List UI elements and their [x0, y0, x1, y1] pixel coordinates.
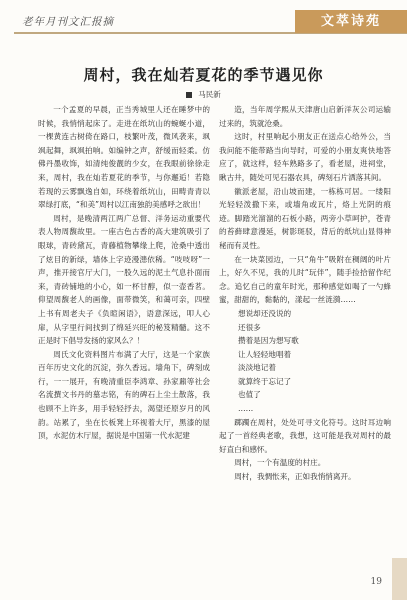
poem-line: 也值了 [238, 390, 261, 400]
paragraph: 踯躅在周村，处处可寻文化符号。这时耳边响起了一首经典老歌，我想，这可能是我对周村的最好直白和感怀。 [219, 417, 391, 454]
paragraph: 周村，我惆怅来，正如我悄悄离开。 [234, 472, 356, 482]
paragraph: 周村，是晚清两江两广总督、洋务运动重要代表人物周馥故里。一座古色古香的高大建筑吸引了眼球，青砖黛瓦，青藤植物攀缘上爬，沧桑中透出了炫目的新绿，墙体上字迹漫漶依稀。“吱吱呀”一声，推开接官厅大门，一股久远的泥土气息扑面而来，青砖铺地的小心，如一杯甘醇，似一壶香茗。仰望周馥老人的画像，面带微笑，和蔼可亲，四壁上书有周老夫子《负暄闲语》，语意深远，叩人心扉，从字里行间找到了绵延兴旺的秘笈精髓。这不正是时下倡导发扬的家风么？！ [38, 213, 210, 346]
paragraph: 在一块菜园边，一只“角牛”吸附在稠阔的叶片上，好久不见，我的儿时“玩伴”，随手捡拾留作纪念。追忆自己的童年时光，那种感觉如喝了一勺蜂蜜，甜甜的，黏黏的，漾起一丝涟漪…… [219, 254, 391, 305]
magazine-title: 老年月刊文汇报摘 [22, 16, 114, 28]
poem-line: 攒着是因为想写歌 [238, 336, 299, 346]
author-bullet-icon [186, 92, 192, 98]
paragraph: 周氏文化资料图片布满了大厅，这是一个家族百年历史文化的沉淀，弥久香远。墙角下，碑刻成行，一一展开，有晚清重臣李鸿章、孙家鼐等社会名流撰文书丹的墓志铭，有的碑石上尘土散落，我也顾不上许多，用手轻轻抒去，渴望还原岁月的风韵。站累了，坐在长板凳上环视着大厅，黑漆的屋顶，水泥仿木厅屋，据说是中国第一代水泥建 [38, 349, 210, 441]
paragraph: 周村，一个有温度的村庄。 [234, 458, 326, 468]
article-title: 周村，我在灿若夏花的季节遇见你 [83, 66, 324, 84]
paragraph: 造，当年周学熙从天津唐山启新洋灰公司运输过来的，筑就沧桑。 [219, 105, 391, 128]
corner-decoration [392, 558, 407, 600]
poem-line: …… [238, 404, 254, 414]
page-number: 19 [370, 577, 382, 587]
paragraph: 一个孟夏的早晨，正当秀城里人还在睡梦中的时候，我悄悄起床了。走进在纸坑山的蜿蜒小道，一棵黄连古树倚在路口，枝繁叶茂，微风袭来，飒飒起舞，飒飒拍响。如编钟之声，舒缓而轻柔。仿佛丹墨收饰，如清纯俊靓的少女，在我眼前徐徐走来，周村，我在灿若夏花的季节，与你邂逅！若隐若现的云雾飘逸自如，环绕着纸坑山，田畴青青以翠绿打底，“和美”周村以江南独韵美感呼之欲出！ [38, 105, 210, 210]
paragraph: 这时，村里响起小朋友正在送点心给外公，当我问能不能带路当向导时，可爱的小朋友爽快地答应了，就这样，轻车熟路多了，看老屋，进祠堂，瞅古井，随处可见石器农具，碑刻石片洒落其间。 [219, 132, 391, 182]
poem-line: 让人轻轻地唱着 [238, 349, 292, 359]
poem-line: 还很多 [238, 322, 261, 332]
poem-line: 想说却还没说的 [238, 308, 292, 318]
paragraph: 徽派老屋，沿山坡而建，一栋栋可居。一缕阳光轻轻泼撒下来，或墙角或瓦片，烙上光阴的痕迹。脚踏光溜溜的石板小路，两旁小草呵护，苍青的苔藓肆意漫延，树影斑驳，背后的纸坑山显得神秘而有灵性。 [219, 186, 391, 250]
author-name: 马民新 [198, 90, 221, 99]
page-header [0, 0, 407, 42]
left-column [38, 103, 210, 573]
poem-line: 就算终于忘记了 [238, 376, 292, 386]
article-author [0, 89, 407, 100]
section-tab: 文萃诗苑 [295, 10, 407, 33]
right-column [219, 103, 391, 573]
poem-line: 淡淡地记着 [238, 363, 276, 373]
